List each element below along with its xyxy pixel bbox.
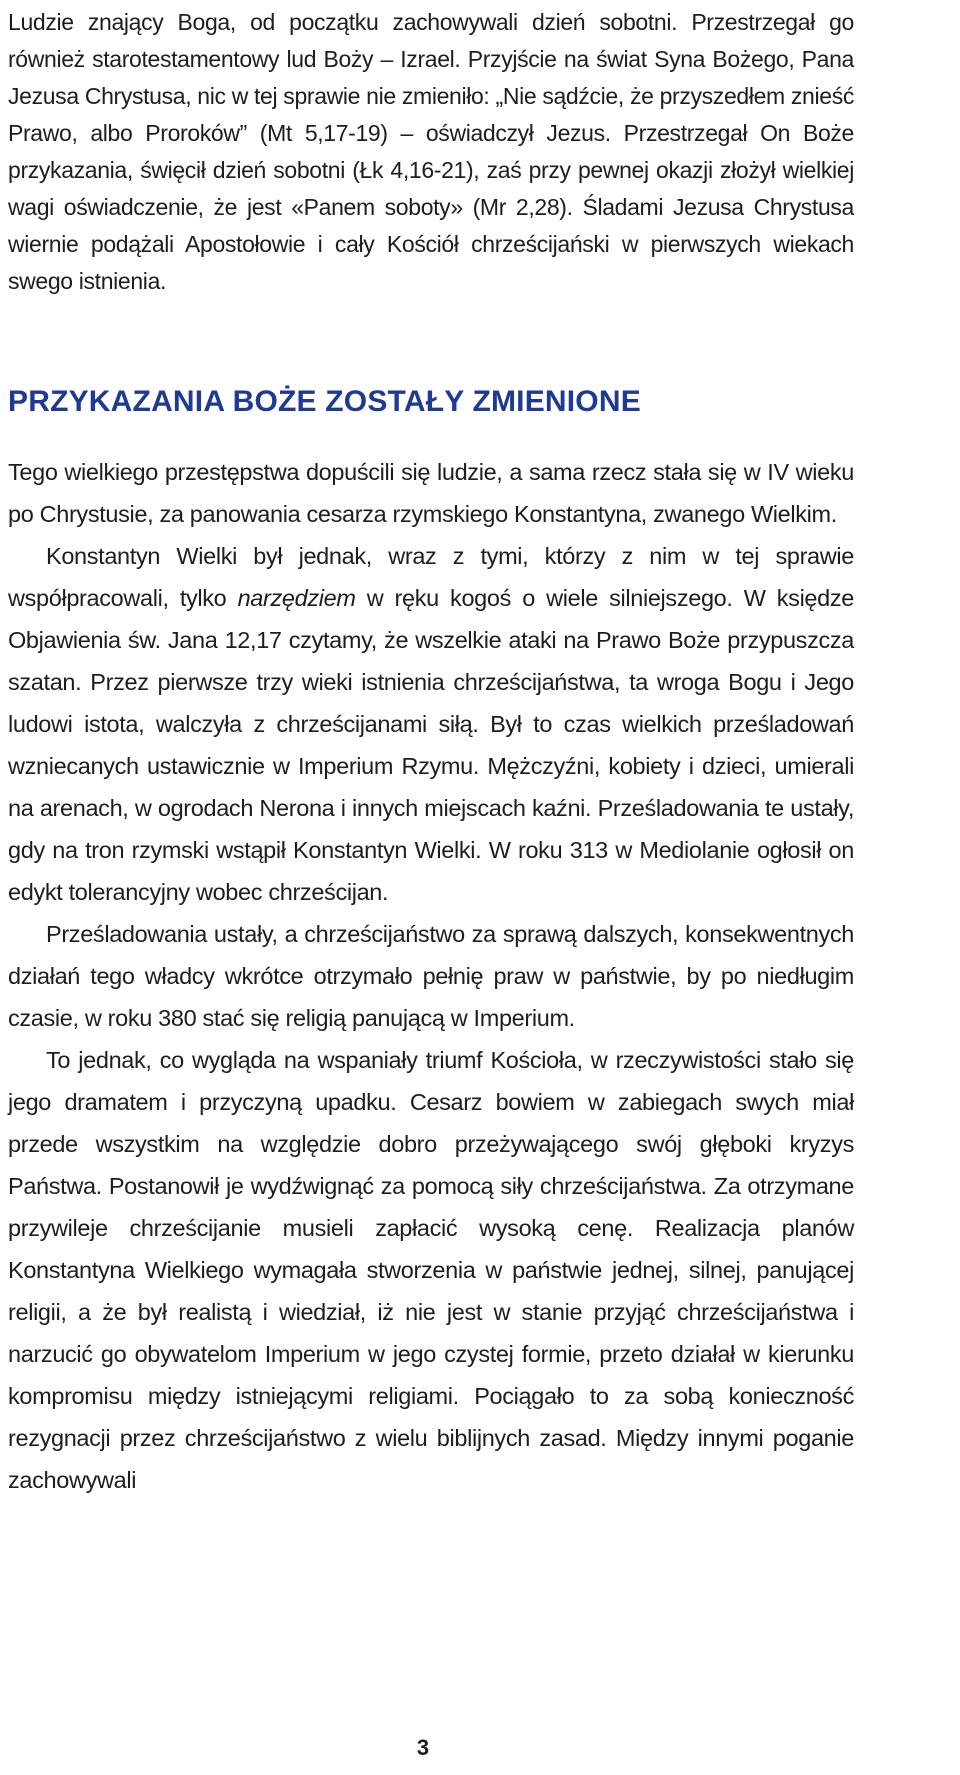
emphasis-word: narzędziem — [237, 585, 356, 611]
paragraph-2 — [8, 535, 854, 913]
document-page — [8, 0, 854, 1775]
section-body — [8, 451, 854, 1501]
paragraph-1: Tego wielkiego przestępstwa dopuścili się ludzie, a sama rzecz stała się w IV wieku po Chrystusie, za panowania cesarza rzymskiego Konstantyna, zwanego Wielkim. — [8, 459, 854, 527]
intro-paragraph: Ludzie znający Boga, od początku zachowywali dzień sobotni. Przestrzegał go również starotestamentowy lud Boży – Izrael. Przyjście na świat Syna Bożego, Pana Jezusa Chrystusa, nic w tej sprawie nie zmieniło: „Nie sądźcie, że przyszedłem znieść Prawo, albo Proroków” (Mt 5,17-19) – oświadczył Jezus. Przestrzegał On Boże przykazania, święcił dzień sobotni (Łk 4,16-21), zaś przy pewnej okazji złożył wielkiej wagi oświadczenie, że jest «Panem soboty» (Mr 2,28). Śladami Jezusa Chrystusa wiernie podążali Apostołowie i cały Kościół chrześcijański w pierwszych wiekach swego istnienia. — [8, 9, 854, 294]
section-heading: PRZYKAZANIA BOŻE ZOSTAŁY ZMIENIONE — [8, 385, 641, 418]
paragraph-2-end: w ręku kogoś o wiele silniejszego. W księdze Objawienia św. Jana 12,17 czytamy, że wszelkie ataki na Prawo Boże przypuszcza szatan. Przez pierwsze trzy wieki istnienia chrześcijaństwa, ta wroga Bogu i Jego ludowi istota, walczyła z chrześcijanami siłą. Był to czas wielkich prześladowań wzniecanych ustawicznie w Imperium Rzymu. Mężczyźni, kobiety i dzieci, umierali na arenach, w ogrodach Nerona i innych miejscach kaźni. Prześladowania te ustały, gdy na tron rzymski wstąpił Konstantyn Wielki. W roku 313 w Mediolanie ogłosił on edykt tolerancyjny wobec chrześcijan. — [8, 585, 854, 905]
paragraph-3: Prześladowania ustały, a chrześcijaństwo za sprawą dalszych, konsekwentnych działań tego władcy wkrótce otrzymało pełnię praw w państwie, by po niedługim czasie, w roku 380 stać się religią panującą w Imperium. — [8, 921, 854, 1031]
page-number: 3 — [416, 1735, 430, 1760]
paragraph-2-start: Konstantyn Wielki był jednak, wraz z tymi, którzy z nim w tej sprawie współpracowali, tylko — [8, 543, 854, 611]
paragraph-4: To jednak, co wygląda na wspaniały triumf Kościoła, w rzeczywistości stało się jego dramatem i przyczyną upadku. Cesarz bowiem w zabiegach swych miał przede wszystkim na względzie dobro przeżywającego swój głęboki kryzys Państwa. Postanowił je wydźwignąć za pomocą siły chrześcijaństwa. Za otrzymane przywileje chrześcijanie musieli zapłacić wysoką cenę. Realizacja planów Konstantyna Wielkiego wymagała stworzenia w państwie jednej, silnej, panującej religii, a że był realistą i wiedział, iż nie jest w stanie przyjąć chrześcijaństwa i narzucić go obywatelom Imperium w jego czystej formie, przeto działał w kierunku kompromisu między istniejącymi religiami. Pociągało to za sobą konieczność rezygnacji przez chrześcijaństwo z wielu biblijnych zasad. Między innymi poganie zachowywali — [8, 1047, 854, 1493]
